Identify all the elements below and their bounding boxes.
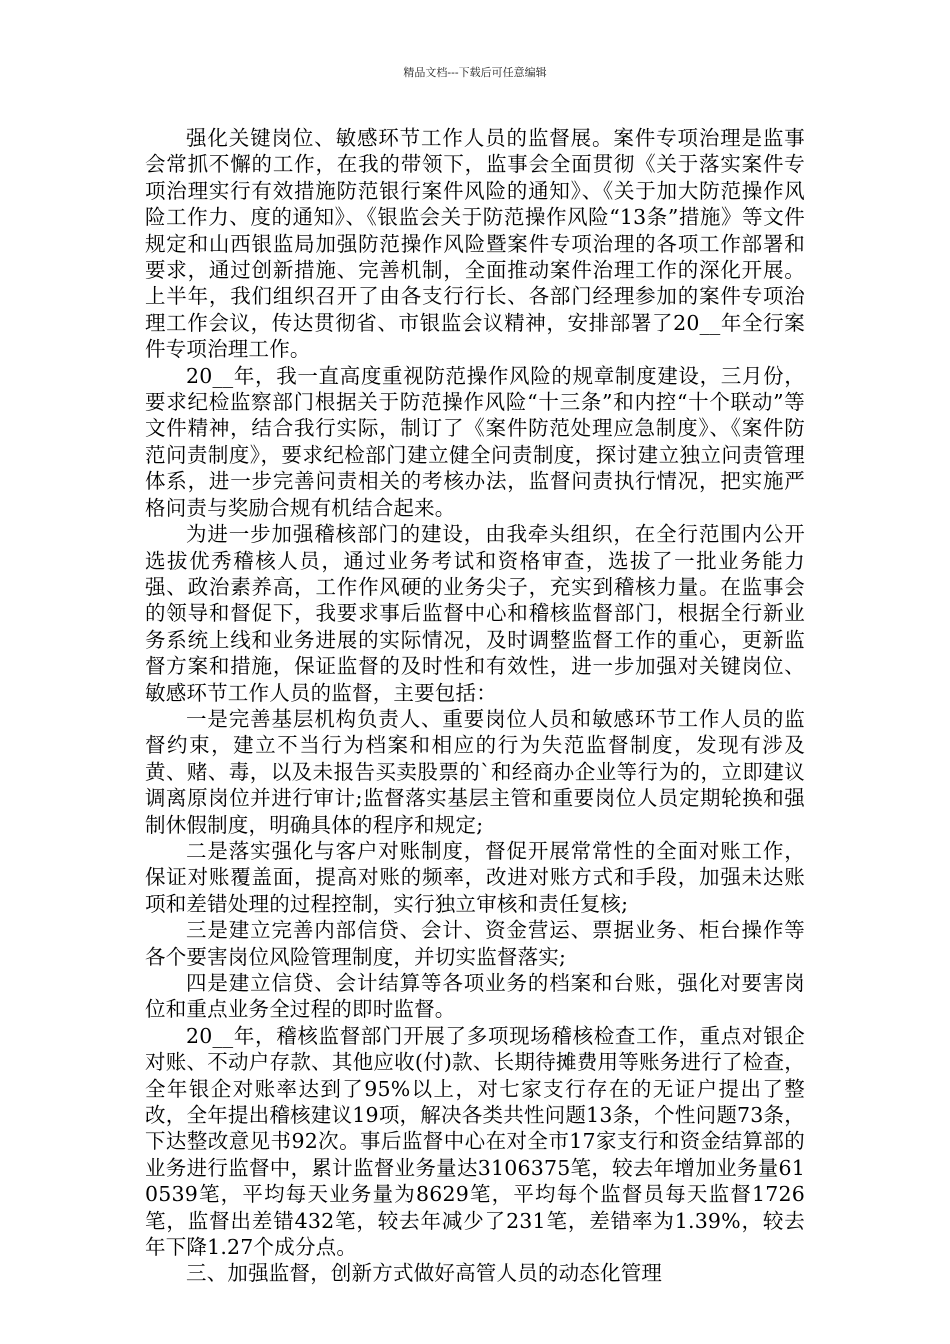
paragraph: 20__年，我一直高度重视防范操作风险的规章制度建设，三月份，要求纪检监察部门根据关于防范操作风险“十三条”和内控“十个联动”等文件精神，结合我行实际，制订了《案件防范处理应急制度》、《案件防范问责制度》，要求纪检部门建立健全问责制度，探讨建立独立问责管理体系，进一步完善问责相关的考核办法，监督问责执行情况，把实施严格问责与奖励合规有机结合起来。 bbox=[145, 363, 805, 520]
page-header: 精品文档---下载后可任意编辑 bbox=[403, 66, 547, 79]
paragraph: 一是完善基层机构负责人、重要岗位人员和敏感环节工作人员的监督约束，建立不当行为档案和相应的行为失范监督制度，发现有涉及黄、赌、毒，以及未报告买卖股票的`和经商办企业等行为的，立即建议调离原岗位并进行审计;监督落实基层主管和重要岗位人员定期轮换和强制休假制度，明确具体的程序和规定; bbox=[145, 706, 805, 837]
paragraph: 二是落实强化与客户对账制度，督促开展常常性的全面对账工作，保证对账覆盖面，提高对账的频率，改进对账方式和手段，加强未达账项和差错处理的过程控制，实行独立审核和责任复核; bbox=[145, 838, 805, 916]
paragraph: 为进一步加强稽核部门的建设，由我牵头组织，在全行范围内公开选拔优秀稽核人员，通过业务考试和资格审查，选拔了一批业务能力强、政治素养高，工作作风硬的业务尖子，充实到稽核力量。在监事会的领导和督促下，我要求事后监督中心和稽核监督部门，根据全行新业务系统上线和业务进展的实际情况，及时调整监督工作的重心，更新监督方案和措施，保证监督的及时性和有效性，进一步加强对关键岗位、敏感环节工作人员的监督，主要包括： bbox=[145, 522, 805, 705]
paragraph: 20__年，稽核监督部门开展了多项现场稽核检查工作，重点对银企对账、不动户存款、其他应收(付)款、长期待摊费用等账务进行了检查，全年银企对账率达到了95%以上，对七家支行存在的无证户提出了整改，全年提出稽核建议19项，解决各类共性问题13条，个性问题73条，下达整改意见书92次。事后监督中心在对全市17家支行和资金结算部的业务进行监督中，累计监督业务量达3106375笔，较去年增加业务量610539笔，平均每天业务量为8629笔，平均每个监督员每天监督1726笔，监督出差错432笔，较去年减少了231笔，差错率为1.39%，较去年下降1.27个成分点。 bbox=[145, 1023, 805, 1260]
paragraph: 四是建立信贷、会计结算等各项业务的档案和台账，强化对要害岗位和重点业务全过程的即时监督。 bbox=[145, 971, 805, 1022]
paragraph: 三是建立完善内部信贷、会计、资金营运、票据业务、柜台操作等各个要害岗位风险管理制度，并切实监督落实; bbox=[145, 918, 805, 969]
section-heading: 三、加强监督，创新方式做好高管人员的动态化管理 bbox=[186, 1261, 663, 1286]
paragraph: 强化关键岗位、敏感环节工作人员的监督展。案件专项治理是监事会常抓不懈的工作，在我的带领下，监事会全面贯彻《关于落实案件专项治理实行有效措施防范银行案件风险的通知》、《关于加大防范操作风险工作力、度的通知》、《银监会关于防范操作风险“13条”措施》等文件规定和山西银监局加强防范操作风险暨案件专项治理的各项工作部署和要求，通过创新措施、完善机制，全面推动案件治理工作的深化开展。上半年，我们组织召开了由各支行行长、各部门经理参加的案件专项治理工作会议，传达贯彻省、市银监会议精神，安排部署了20__年全行案件专项治理工作。 bbox=[145, 126, 805, 362]
document-body bbox=[145, 125, 805, 1287]
